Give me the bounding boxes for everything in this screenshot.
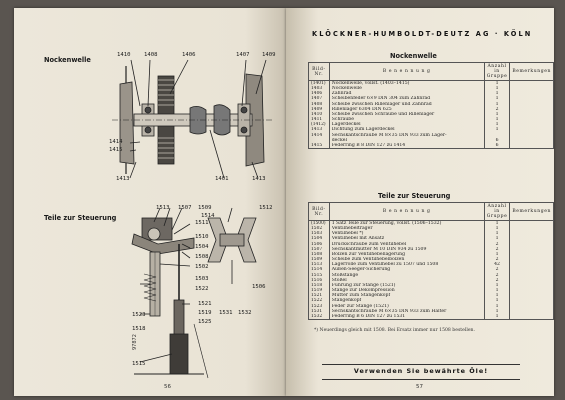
part-description: Stangenkopf [329, 298, 484, 303]
left-page [14, 8, 286, 396]
part-quantity: 1 [484, 221, 510, 227]
col-header-nr: Bild-Nr. [309, 203, 330, 221]
figure-code: 97872 [132, 334, 138, 350]
part-description: deckel [329, 138, 484, 143]
col-header-nr: Bild-Nr. [309, 63, 330, 81]
callout-1413-right: 1413 [252, 176, 266, 182]
callout-1504: 1504 [195, 244, 209, 250]
part-number: (1401) [309, 81, 330, 87]
part-number: 1531 [309, 309, 330, 314]
callout-1406: 1406 [182, 52, 196, 58]
part-number: 1413 [309, 127, 330, 132]
part-description: Sechskantschraube M 6×35 DIN 933 zum Halter [329, 309, 484, 314]
part-number: 1403 [309, 86, 330, 91]
table-row [309, 143, 554, 149]
callout-1532: 1532 [238, 310, 252, 316]
part-quantity: 1 [484, 102, 510, 107]
part-quantity: 1 [484, 236, 510, 241]
part-number: 1519 [309, 288, 330, 293]
part-quantity: 2 [484, 107, 510, 112]
part-number: 1502 [309, 226, 330, 231]
section-title-timing-right: Teile zur Steuerung [378, 192, 451, 200]
part-number: 1411 [309, 117, 330, 122]
page-number-left: 56 [164, 384, 171, 390]
part-description: Druckschraube zum Ventilhebel [329, 242, 484, 247]
part-number: 1407 [309, 96, 330, 101]
part-quantity: 1 [484, 112, 510, 117]
part-quantity: 1 [484, 117, 510, 122]
part-quantity: 1 [484, 293, 510, 298]
part-description: Feder zur Stange (1521) [329, 304, 484, 309]
camshaft-parts-table [308, 62, 554, 149]
part-number: 1408 [309, 102, 330, 107]
callout-1509: 1509 [198, 205, 212, 211]
part-description: Ventilhebel mit Ansatz [329, 236, 484, 241]
part-number: 1532 [309, 314, 330, 320]
part-quantity: 2 [484, 278, 510, 283]
part-number: 1515 [309, 273, 330, 278]
callout-1413-left: 1413 [116, 176, 130, 182]
callout-1502: 1502 [195, 264, 209, 270]
col-header-remarks: Bemerkungen [510, 203, 554, 221]
part-quantity: 1 [484, 304, 510, 309]
part-number: 1507 [309, 247, 330, 252]
part-number: 1509 [309, 257, 330, 262]
part-quantity: 1 [484, 288, 510, 293]
part-number: 1508 [309, 252, 330, 257]
footer-slogan: Verwenden Sie bewährte Öle! [353, 367, 489, 375]
callout-1401: 1401 [215, 176, 229, 182]
part-quantity: 1 [484, 127, 510, 132]
part-number: 1409 [309, 107, 330, 112]
table-row [309, 314, 554, 320]
part-description: Zahnrad [329, 91, 484, 96]
part-description: Sechskantschraube M 8×35 DIN 933 zum Lager- [329, 133, 484, 138]
col-header-qty: Anzahl in Gruppe [484, 63, 510, 81]
callout-1508: 1508 [195, 254, 209, 260]
part-description: Sechskantmutter M 10 DIN 934 zu 1509 [329, 247, 484, 252]
part-number: 1514 [309, 267, 330, 272]
section-title-camshaft: Nockenwelle [44, 56, 91, 64]
part-number: (1500) [309, 221, 330, 227]
part-quantity: 1 [484, 283, 510, 288]
part-quantity: 6 [484, 138, 510, 143]
part-quantity: 1 [484, 252, 510, 257]
part-number: 1522 [309, 298, 330, 303]
callout-1410: 1410 [117, 52, 131, 58]
callout-1510: 1510 [195, 234, 209, 240]
callout-1511: 1511 [195, 220, 209, 226]
callout-1409: 1409 [262, 52, 276, 58]
part-description: Stange zur Dekompression [329, 288, 484, 293]
part-description: Ventilhebel *) [329, 231, 484, 236]
footer-banner [322, 364, 520, 380]
part-number: 1516 [309, 278, 330, 283]
part-number: 1523 [309, 304, 330, 309]
part-number: 1503 [309, 231, 330, 236]
col-header-desc: B e n e n n u n g [329, 203, 484, 221]
part-remarks [510, 314, 554, 320]
callout-1415: 1415 [109, 147, 123, 153]
part-description: Federring B 6 DIN 127 zu 1531 [329, 314, 484, 320]
callout-1522: 1522 [195, 286, 209, 292]
footnote: *) Neuerdings gleich mit 1508. Bei Ersatz immer nur 1508 bestellen. [314, 328, 475, 333]
col-header-remarks: Bemerkungen [510, 63, 554, 81]
part-number: 1504 [309, 236, 330, 241]
part-description: Scheibe zwischen Schraube und Rillenlager [329, 112, 484, 117]
part-description: Federring B 8 DIN 127 zu 1414 [329, 143, 484, 149]
part-number: 1513 [309, 262, 330, 267]
part-quantity: 1 [484, 309, 510, 314]
part-number: 1518 [309, 283, 330, 288]
part-quantity: 1 [484, 96, 510, 101]
col-header-desc: B e n e n n u n g [329, 63, 484, 81]
part-number: 1414 [309, 133, 330, 138]
part-description: Rillenlager 6304 DIN 625 [329, 107, 484, 112]
section-title-timing: Teile zur Steuerung [44, 214, 117, 222]
callout-1506: 1506 [252, 284, 266, 290]
part-quantity: 1 [484, 314, 510, 320]
part-description: Stößel [329, 278, 484, 283]
part-description: Dichtung zum Lagerdeckel [329, 127, 484, 132]
callout-1521: 1521 [198, 301, 212, 307]
part-description: Stoßstange [329, 273, 484, 278]
section-title-camshaft-right: Nockenwelle [390, 52, 437, 60]
part-remarks [510, 143, 554, 149]
part-description: Bolzen zur Ventilhebellagerung [329, 252, 484, 257]
part-number: 1521 [309, 293, 330, 298]
publisher-header: KLÖCKNER-HUMBOLDT-DEUTZ AG · KÖLN [312, 30, 533, 38]
part-description: Lagerdeckel [329, 122, 484, 127]
right-page [286, 8, 554, 396]
part-number: 1415 [309, 143, 330, 149]
part-quantity: 2 [484, 242, 510, 247]
part-quantity: 2 [484, 267, 510, 272]
part-quantity: 1 [484, 231, 510, 236]
part-quantity: 2 [484, 257, 510, 262]
callout-1503: 1503 [195, 276, 209, 282]
part-quantity: 1 [484, 86, 510, 91]
part-number: 1506 [309, 242, 330, 247]
callout-1523: 1523 [132, 312, 146, 318]
callout-1519: 1519 [198, 310, 212, 316]
valve-gear-figure [124, 204, 274, 384]
part-description: Nockenwelle, vollst. (1403–1415) [329, 81, 484, 87]
part-quantity: 1 [484, 298, 510, 303]
part-quantity: 1 [484, 226, 510, 231]
callout-1515: 1515 [132, 361, 146, 367]
callout-1531: 1531 [219, 310, 233, 316]
part-quantity: 42 [484, 262, 510, 267]
callout-1414: 1414 [109, 139, 123, 145]
callout-1525: 1525 [198, 319, 212, 325]
book-spread [14, 8, 554, 396]
part-quantity: 2 [484, 273, 510, 278]
callout-1408: 1408 [144, 52, 158, 58]
part-description: Mutter zum Stangenkopf [329, 293, 484, 298]
callout-1514: 1514 [201, 213, 215, 219]
part-quantity: 6 [484, 143, 510, 149]
page-number-right: 57 [416, 384, 423, 390]
callout-1513: 1513 [156, 205, 170, 211]
callout-1518: 1518 [132, 326, 146, 332]
part-description: Außen-Seeger-Sicherung [329, 267, 484, 272]
timing-parts-table [308, 202, 554, 320]
part-description: Lagerrolle zum Ventilhebel zu 1507 und 1508 [329, 262, 484, 267]
part-number: 1406 [309, 91, 330, 96]
part-quantity: 1 [484, 122, 510, 127]
part-description: 1 Satz Teile zur Steuerung, vollst. (1506–1532) [329, 221, 484, 227]
part-quantity: 1 [484, 81, 510, 87]
part-description: Nockenwelle [329, 86, 484, 91]
part-number: 1410 [309, 112, 330, 117]
callout-1512: 1512 [259, 205, 273, 211]
part-quantity: 1 [484, 91, 510, 96]
part-description: Ventilhebelträger [329, 226, 484, 231]
part-description: Scheibe zum Ventilhebelbolzen [329, 257, 484, 262]
callout-1507: 1507 [178, 205, 192, 211]
part-description: Schraube [329, 117, 484, 122]
part-description: Scheibe zwischen Rillenlager und Zahnrad [329, 102, 484, 107]
part-description: Führung zur Stange (1521) [329, 283, 484, 288]
col-header-qty: Anzahl in Gruppe [484, 203, 510, 221]
part-description: Scheibenfeder 6×9 DIN 304 zum Zahnrad [329, 96, 484, 101]
part-number: (1412) [309, 122, 330, 127]
part-quantity: 2 [484, 247, 510, 252]
camshaft-figure [106, 54, 276, 186]
callout-1407: 1407 [236, 52, 250, 58]
